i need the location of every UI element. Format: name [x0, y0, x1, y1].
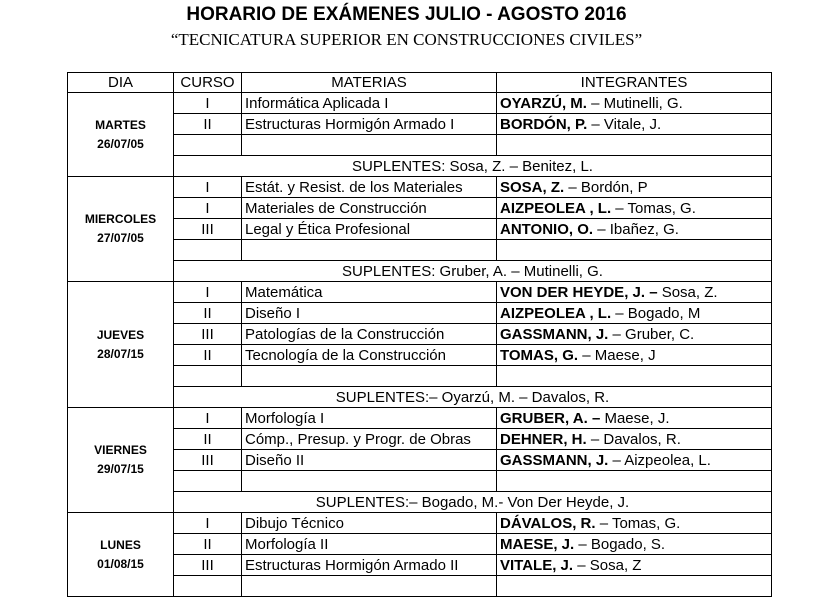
day-name: LUNES	[100, 537, 141, 552]
day-cell	[68, 513, 174, 597]
suplentes-cell: SUPLENTES: Gruber, A. – Mutinelli, G.	[174, 261, 772, 282]
table-row	[68, 345, 772, 366]
day-date: 27/07/05	[97, 231, 144, 245]
integrante-rest: – Ibañez, G.	[593, 220, 679, 238]
blank-cell	[242, 240, 497, 261]
integrantes-cell	[497, 534, 772, 555]
materia-cell: Estructuras Hormigón Armado I	[242, 114, 497, 135]
integrantes-cell	[497, 513, 772, 534]
column-header-curso: CURSO	[174, 73, 242, 93]
curso-cell: II	[174, 114, 242, 135]
integrante-lead: MAESE, J.	[500, 535, 575, 553]
integrante-lead: TOMAS, G.	[500, 346, 579, 364]
day-date: 26/07/05	[97, 136, 144, 151]
curso-cell: II	[174, 303, 242, 324]
integrante-rest: – Bogado, S.	[574, 535, 666, 553]
integrante-lead: GRUBER, A. –	[500, 409, 601, 427]
integrantes-cell	[497, 450, 772, 471]
integrante-rest: – Bogado, M	[611, 304, 701, 322]
integrante-rest: Maese, J.	[600, 409, 670, 427]
integrantes-cell	[497, 429, 772, 450]
day-date: 29/07/15	[97, 462, 144, 476]
integrante-lead: AIZPEOLEA , L.	[500, 199, 612, 217]
table-row	[68, 282, 772, 303]
integrante-rest: – Sosa, Z	[573, 556, 642, 574]
suplentes-row	[68, 261, 772, 282]
integrantes-cell	[497, 324, 772, 345]
curso-cell: III	[174, 324, 242, 345]
blank-cell	[174, 366, 242, 387]
materia-cell: Dibujo Técnico	[242, 513, 497, 534]
materia-cell: Matemática	[242, 282, 497, 303]
table-row	[68, 429, 772, 450]
materia-cell: Materiales de Construcción	[242, 198, 497, 219]
integrante-lead: ANTONIO, O.	[500, 220, 594, 238]
table-row	[68, 219, 772, 240]
day-date: 28/07/15	[97, 346, 144, 361]
blank-cell	[242, 135, 497, 156]
day-cell	[68, 93, 174, 177]
day-date: 01/08/15	[97, 556, 144, 571]
column-header-materias: MATERIAS	[242, 73, 497, 93]
materia-cell: Diseño I	[242, 303, 497, 324]
table-row	[68, 450, 772, 471]
materia-cell: Diseño II	[242, 450, 497, 471]
materia-cell: Morfología II	[242, 534, 497, 555]
column-header-integrantes: INTEGRANTES	[497, 73, 772, 93]
suplentes-row	[68, 387, 772, 408]
integrantes-cell	[497, 93, 772, 114]
integrante-rest: – Mutinelli, G.	[586, 94, 683, 112]
table-row	[68, 555, 772, 576]
table-row	[68, 513, 772, 534]
table-row	[68, 93, 772, 114]
blank-row	[68, 366, 772, 387]
table-row	[68, 534, 772, 555]
curso-cell: III	[174, 219, 242, 240]
blank-cell	[497, 471, 772, 492]
materia-cell: Estructuras Hormigón Armado II	[242, 555, 497, 576]
blank-cell	[174, 240, 242, 261]
integrantes-cell	[497, 408, 772, 429]
blank-cell	[497, 240, 772, 261]
suplentes-cell: SUPLENTES:– Oyarzú, M. – Davalos, R.	[174, 387, 772, 408]
suplentes-cell: SUPLENTES: Sosa, Z. – Benitez, L.	[174, 156, 772, 177]
curso-cell: I	[174, 198, 242, 219]
day-cell	[68, 282, 174, 408]
integrantes-cell	[497, 555, 772, 576]
integrantes-cell	[497, 282, 772, 303]
table-row	[68, 303, 772, 324]
blank-row	[68, 135, 772, 156]
curso-cell: III	[174, 450, 242, 471]
integrante-lead: VON DER HEYDE, J. –	[500, 283, 658, 301]
table-body	[68, 93, 772, 597]
table-row	[68, 177, 772, 198]
blank-cell	[242, 471, 497, 492]
integrante-rest: – Maese, J	[578, 346, 656, 364]
materia-cell: Legal y Ética Profesional	[242, 219, 497, 240]
blank-row	[68, 471, 772, 492]
curso-cell: I	[174, 93, 242, 114]
blank-cell	[497, 135, 772, 156]
day-name: JUEVES	[96, 327, 145, 342]
page-title: HORARIO DE EXÁMENES JULIO - AGOSTO 2016	[186, 4, 627, 25]
integrante-rest: – Tomas, G.	[595, 514, 681, 532]
curso-cell: III	[174, 555, 242, 576]
curso-cell: I	[174, 177, 242, 198]
integrante-rest: – Tomas, G.	[611, 199, 696, 217]
blank-cell	[497, 576, 772, 597]
materia-cell: Patologías de la Construcción	[242, 324, 497, 345]
materia-cell: Morfología I	[242, 408, 497, 429]
integrante-rest: – Aizpeolea, L.	[608, 451, 711, 469]
materia-cell: Cómp., Presup. y Progr. de Obras	[242, 429, 497, 450]
integrantes-cell	[497, 303, 772, 324]
blank-row	[68, 240, 772, 261]
integrante-lead: BORDÓN, P.	[500, 115, 588, 133]
curso-cell: I	[174, 513, 242, 534]
materia-cell: Tecnología de la Construcción	[242, 345, 497, 366]
integrante-rest: – Davalos, R.	[586, 430, 681, 448]
day-name: MIERCOLES	[84, 212, 157, 226]
integrantes-cell	[497, 345, 772, 366]
table-header-row	[68, 73, 772, 93]
integrante-rest: Sosa, Z.	[657, 283, 718, 301]
integrante-rest: – Vitale, J.	[587, 115, 662, 133]
suplentes-row	[68, 156, 772, 177]
column-header-dia: DIA	[68, 73, 174, 93]
day-cell	[68, 408, 174, 513]
materia-cell: Estát. y Resist. de los Materiales	[242, 177, 497, 198]
integrantes-cell	[497, 198, 772, 219]
table-row	[68, 408, 772, 429]
curso-cell: I	[174, 282, 242, 303]
integrantes-cell	[497, 177, 772, 198]
integrante-lead: DÁVALOS, R.	[500, 514, 596, 532]
curso-cell: I	[174, 408, 242, 429]
integrante-lead: GASSMANN, J.	[500, 325, 609, 343]
blank-cell	[174, 471, 242, 492]
integrante-lead: OYARZÚ, M.	[500, 94, 587, 112]
blank-cell	[497, 366, 772, 387]
exam-schedule-table	[67, 72, 772, 597]
table-row	[68, 324, 772, 345]
integrante-lead: GASSMANN, J.	[500, 451, 609, 469]
curso-cell: II	[174, 345, 242, 366]
day-name: MARTES	[95, 117, 146, 132]
integrante-lead: DEHNER, H.	[500, 430, 587, 448]
day-name: VIERNES	[94, 443, 147, 457]
table-row	[68, 114, 772, 135]
integrante-rest: – Bordón, P	[564, 178, 648, 196]
blank-cell	[174, 135, 242, 156]
integrantes-cell	[497, 219, 772, 240]
curso-cell: II	[174, 429, 242, 450]
suplentes-row	[68, 492, 772, 513]
integrantes-cell	[497, 114, 772, 135]
integrante-lead: VITALE, J.	[500, 556, 574, 574]
integrante-lead: AIZPEOLEA , L.	[500, 304, 612, 322]
materia-cell: Informática Aplicada I	[242, 93, 497, 114]
page-subtitle: “TECNICATURA SUPERIOR EN CONSTRUCCIONES CIVILES”	[170, 30, 643, 49]
blank-row	[68, 576, 772, 597]
integrante-rest: – Gruber, C.	[608, 325, 695, 343]
curso-cell: II	[174, 534, 242, 555]
blank-cell	[242, 366, 497, 387]
blank-cell	[174, 576, 242, 597]
integrante-lead: SOSA, Z.	[500, 178, 565, 196]
day-cell	[68, 177, 174, 282]
table-row	[68, 198, 772, 219]
blank-cell	[242, 576, 497, 597]
suplentes-cell: SUPLENTES:– Bogado, M.- Von Der Heyde, J.	[174, 492, 772, 513]
